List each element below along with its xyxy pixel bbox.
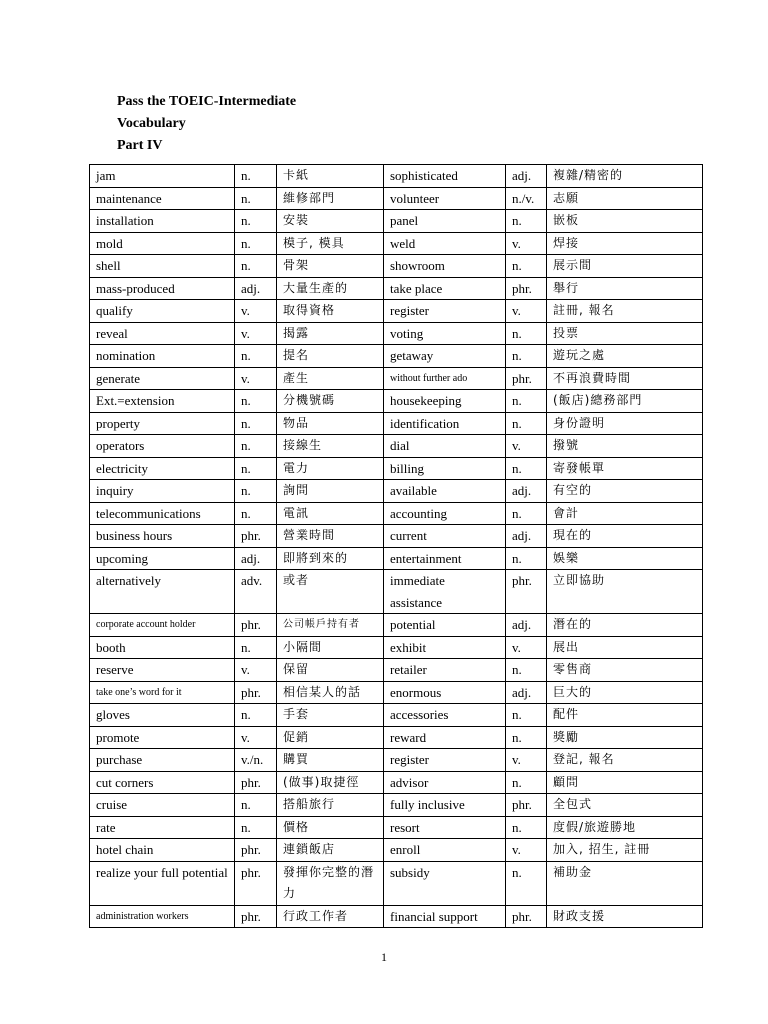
table-row <box>90 771 703 794</box>
part-of-speech-cell: phr. <box>235 905 277 928</box>
english-term-cell: take place <box>384 277 506 300</box>
chinese-meaning-cell: 模子, 模具 <box>277 232 384 255</box>
english-term-cell: dial <box>384 435 506 458</box>
table-row <box>90 435 703 458</box>
english-term-cell: volunteer <box>384 187 506 210</box>
chinese-meaning-cell: (做事)取捷徑 <box>277 771 384 794</box>
part-of-speech-cell: n. <box>506 412 547 435</box>
table-row <box>90 839 703 862</box>
document-title: Pass the TOEIC-Intermediate <box>117 94 297 109</box>
part-of-speech-cell: n. <box>506 502 547 525</box>
part-of-speech-cell: adj. <box>235 277 277 300</box>
table-row <box>90 210 703 233</box>
chinese-meaning-cell: 複雜/精密的 <box>547 165 703 188</box>
part-of-speech-cell: n. <box>506 726 547 749</box>
part-of-speech-cell: v. <box>506 839 547 862</box>
table-row <box>90 367 703 390</box>
chinese-meaning-cell: 促銷 <box>277 726 384 749</box>
chinese-meaning-cell: 補助金 <box>547 861 703 905</box>
part-of-speech-cell: n./v. <box>506 187 547 210</box>
chinese-meaning-cell: 或者 <box>277 570 384 614</box>
english-term-cell: generate <box>90 367 235 390</box>
chinese-meaning-cell: 零售商 <box>547 659 703 682</box>
table-row <box>90 502 703 525</box>
chinese-meaning-cell: 註冊, 報名 <box>547 300 703 323</box>
english-term-cell: accounting <box>384 502 506 525</box>
part-of-speech-cell: adj. <box>506 480 547 503</box>
english-term-cell: without further ado <box>384 367 506 390</box>
english-term-cell: purchase <box>90 749 235 772</box>
table-row <box>90 300 703 323</box>
english-term-cell: gloves <box>90 704 235 727</box>
chinese-meaning-cell: 遊玩之處 <box>547 345 703 368</box>
part-of-speech-cell: n. <box>506 861 547 905</box>
part-of-speech-cell: v. <box>235 300 277 323</box>
english-term-cell: billing <box>384 457 506 480</box>
english-term-cell: alternatively <box>90 570 235 614</box>
part-of-speech-cell: n. <box>235 480 277 503</box>
part-of-speech-cell: n. <box>235 457 277 480</box>
part-of-speech-cell: v. <box>506 435 547 458</box>
chinese-meaning-cell: 提名 <box>277 345 384 368</box>
chinese-meaning-cell: 舉行 <box>547 277 703 300</box>
english-term-cell: realize your full potential <box>90 861 235 905</box>
part-of-speech-cell: adj. <box>506 165 547 188</box>
english-term-cell: enormous <box>384 681 506 704</box>
part-of-speech-cell: n. <box>506 345 547 368</box>
english-term-cell: advisor <box>384 771 506 794</box>
chinese-meaning-cell: 現在的 <box>547 525 703 548</box>
english-term-cell: potential <box>384 614 506 637</box>
part-of-speech-cell: phr. <box>235 614 277 637</box>
page-header <box>117 91 296 157</box>
english-term-cell: cruise <box>90 794 235 817</box>
part-of-speech-cell: phr. <box>235 839 277 862</box>
table-row <box>90 794 703 817</box>
chinese-meaning-cell: 分機號碼 <box>277 390 384 413</box>
english-term-cell: business hours <box>90 525 235 548</box>
english-term-cell: reserve <box>90 659 235 682</box>
part-of-speech-cell: phr. <box>235 681 277 704</box>
chinese-meaning-cell: 潛在的 <box>547 614 703 637</box>
english-term-cell: register <box>384 749 506 772</box>
chinese-meaning-cell: 購買 <box>277 749 384 772</box>
part-of-speech-cell: n. <box>235 165 277 188</box>
chinese-meaning-cell: 撥號 <box>547 435 703 458</box>
table-row <box>90 614 703 637</box>
english-term-cell: reward <box>384 726 506 749</box>
english-term-cell: nomination <box>90 345 235 368</box>
chinese-meaning-cell: 投票 <box>547 322 703 345</box>
chinese-meaning-cell: 展出 <box>547 636 703 659</box>
english-term-cell: promote <box>90 726 235 749</box>
chinese-meaning-cell: 有空的 <box>547 480 703 503</box>
chinese-meaning-cell: 不再浪費時間 <box>547 367 703 390</box>
table-row <box>90 255 703 278</box>
part-of-speech-cell: n. <box>506 547 547 570</box>
english-term-cell: cut corners <box>90 771 235 794</box>
chinese-meaning-cell: 娛樂 <box>547 547 703 570</box>
part-of-speech-cell: n. <box>235 210 277 233</box>
english-term-cell: getaway <box>384 345 506 368</box>
chinese-meaning-cell: 接線生 <box>277 435 384 458</box>
chinese-meaning-cell: 巨大的 <box>547 681 703 704</box>
table-row <box>90 322 703 345</box>
chinese-meaning-cell: 物品 <box>277 412 384 435</box>
part-of-speech-cell: v. <box>506 636 547 659</box>
page-number: 1 <box>381 950 387 964</box>
part-of-speech-cell: phr. <box>506 277 547 300</box>
chinese-meaning-cell: 詢問 <box>277 480 384 503</box>
chinese-meaning-cell: 財政支援 <box>547 905 703 928</box>
chinese-meaning-cell: 配件 <box>547 704 703 727</box>
english-term-cell: administration workers <box>90 905 235 928</box>
english-term-cell: subsidy <box>384 861 506 905</box>
table-row <box>90 570 703 614</box>
english-term-cell: entertainment <box>384 547 506 570</box>
chinese-meaning-cell: 相信某人的話 <box>277 681 384 704</box>
chinese-meaning-cell: 骨架 <box>277 255 384 278</box>
chinese-meaning-cell: 加入, 招生, 註冊 <box>547 839 703 862</box>
table-row <box>90 636 703 659</box>
part-of-speech-cell: phr. <box>506 570 547 614</box>
table-row <box>90 277 703 300</box>
part-of-speech-cell: v./n. <box>235 749 277 772</box>
part-of-speech-cell: v. <box>506 749 547 772</box>
english-term-cell: identification <box>384 412 506 435</box>
part-of-speech-cell: n. <box>235 255 277 278</box>
table-row <box>90 232 703 255</box>
chinese-meaning-cell: 全包式 <box>547 794 703 817</box>
table-row <box>90 905 703 928</box>
english-term-cell: electricity <box>90 457 235 480</box>
english-term-cell: enroll <box>384 839 506 862</box>
part-of-speech-cell: n. <box>235 390 277 413</box>
chinese-meaning-cell: 小隔間 <box>277 636 384 659</box>
chinese-meaning-cell: 卡紙 <box>277 165 384 188</box>
table-row <box>90 345 703 368</box>
part-of-speech-cell: n. <box>235 412 277 435</box>
chinese-meaning-cell: 嵌板 <box>547 210 703 233</box>
chinese-meaning-cell: 獎勵 <box>547 726 703 749</box>
vocabulary-table-body <box>90 165 703 928</box>
english-term-cell: shell <box>90 255 235 278</box>
part-of-speech-cell: n. <box>235 232 277 255</box>
vocabulary-table <box>89 164 703 928</box>
english-term-cell: reveal <box>90 322 235 345</box>
chinese-meaning-cell: 度假/旅遊勝地 <box>547 816 703 839</box>
english-term-cell: qualify <box>90 300 235 323</box>
english-term-cell: weld <box>384 232 506 255</box>
english-term-cell: rate <box>90 816 235 839</box>
chinese-meaning-cell: (飯店)總務部門 <box>547 390 703 413</box>
chinese-meaning-cell: 登記, 報名 <box>547 749 703 772</box>
part-of-speech-cell: adv. <box>235 570 277 614</box>
chinese-meaning-cell: 價格 <box>277 816 384 839</box>
part-of-speech-cell: adj. <box>506 525 547 548</box>
english-term-cell: property <box>90 412 235 435</box>
chinese-meaning-cell: 立即協助 <box>547 570 703 614</box>
table-row <box>90 480 703 503</box>
english-term-cell: current <box>384 525 506 548</box>
chinese-meaning-cell: 電力 <box>277 457 384 480</box>
english-term-cell: operators <box>90 435 235 458</box>
part-of-speech-cell: n. <box>506 457 547 480</box>
chinese-meaning-cell: 即將到來的 <box>277 547 384 570</box>
chinese-meaning-cell: 搭船旅行 <box>277 794 384 817</box>
table-row <box>90 681 703 704</box>
english-term-cell: fully inclusive <box>384 794 506 817</box>
part-of-speech-cell: phr. <box>506 367 547 390</box>
document-part: Part IV <box>117 138 163 153</box>
chinese-meaning-cell: 營業時間 <box>277 525 384 548</box>
table-row <box>90 390 703 413</box>
chinese-meaning-cell: 大量生產的 <box>277 277 384 300</box>
english-term-cell: Ext.=extension <box>90 390 235 413</box>
chinese-meaning-cell: 行政工作者 <box>277 905 384 928</box>
part-of-speech-cell: n. <box>506 390 547 413</box>
table-row <box>90 187 703 210</box>
english-term-cell: mold <box>90 232 235 255</box>
chinese-meaning-cell: 連鎖飯店 <box>277 839 384 862</box>
english-term-cell: showroom <box>384 255 506 278</box>
chinese-meaning-cell: 發揮你完整的潛力 <box>277 861 384 905</box>
chinese-meaning-cell: 顧問 <box>547 771 703 794</box>
english-term-cell: telecommunications <box>90 502 235 525</box>
english-term-cell: jam <box>90 165 235 188</box>
part-of-speech-cell: adj. <box>506 681 547 704</box>
part-of-speech-cell: n. <box>235 636 277 659</box>
table-row <box>90 547 703 570</box>
english-term-cell: inquiry <box>90 480 235 503</box>
english-term-cell: resort <box>384 816 506 839</box>
part-of-speech-cell: v. <box>506 232 547 255</box>
part-of-speech-cell: phr. <box>235 525 277 548</box>
part-of-speech-cell: n. <box>506 771 547 794</box>
chinese-meaning-cell: 保留 <box>277 659 384 682</box>
table-row <box>90 861 703 905</box>
english-term-cell: upcoming <box>90 547 235 570</box>
table-row <box>90 816 703 839</box>
part-of-speech-cell: v. <box>506 300 547 323</box>
chinese-meaning-cell: 揭露 <box>277 322 384 345</box>
part-of-speech-cell: n. <box>506 704 547 727</box>
document-subtitle: Vocabulary <box>117 116 186 131</box>
part-of-speech-cell: v. <box>235 726 277 749</box>
english-term-cell: installation <box>90 210 235 233</box>
chinese-meaning-cell: 會計 <box>547 502 703 525</box>
part-of-speech-cell: n. <box>506 659 547 682</box>
table-row <box>90 165 703 188</box>
part-of-speech-cell: phr. <box>506 794 547 817</box>
chinese-meaning-cell: 維修部門 <box>277 187 384 210</box>
chinese-meaning-cell: 展示間 <box>547 255 703 278</box>
part-of-speech-cell: n. <box>235 187 277 210</box>
part-of-speech-cell: phr. <box>235 771 277 794</box>
part-of-speech-cell: phr. <box>506 905 547 928</box>
english-term-cell: housekeeping <box>384 390 506 413</box>
chinese-meaning-cell: 安裝 <box>277 210 384 233</box>
part-of-speech-cell: v. <box>235 322 277 345</box>
chinese-meaning-cell: 焊接 <box>547 232 703 255</box>
english-term-cell: mass-produced <box>90 277 235 300</box>
part-of-speech-cell: n. <box>506 210 547 233</box>
english-term-cell: retailer <box>384 659 506 682</box>
english-term-cell: take one’s word for it <box>90 681 235 704</box>
part-of-speech-cell: adj. <box>235 547 277 570</box>
chinese-meaning-cell: 身份證明 <box>547 412 703 435</box>
english-term-cell: maintenance <box>90 187 235 210</box>
english-term-cell: register <box>384 300 506 323</box>
part-of-speech-cell: n. <box>235 502 277 525</box>
part-of-speech-cell: n. <box>506 322 547 345</box>
table-row <box>90 457 703 480</box>
part-of-speech-cell: n. <box>235 704 277 727</box>
table-row <box>90 726 703 749</box>
english-term-cell: booth <box>90 636 235 659</box>
chinese-meaning-cell: 取得資格 <box>277 300 384 323</box>
english-term-cell: exhibit <box>384 636 506 659</box>
english-term-cell: voting <box>384 322 506 345</box>
part-of-speech-cell: n. <box>506 816 547 839</box>
chinese-meaning-cell: 手套 <box>277 704 384 727</box>
english-term-cell: available <box>384 480 506 503</box>
english-term-cell: financial support <box>384 905 506 928</box>
english-term-cell: accessories <box>384 704 506 727</box>
english-term-cell: panel <box>384 210 506 233</box>
part-of-speech-cell: adj. <box>506 614 547 637</box>
chinese-meaning-cell: 電訊 <box>277 502 384 525</box>
chinese-meaning-cell: 產生 <box>277 367 384 390</box>
part-of-speech-cell: n. <box>506 255 547 278</box>
part-of-speech-cell: n. <box>235 794 277 817</box>
english-term-cell: hotel chain <box>90 839 235 862</box>
table-row <box>90 749 703 772</box>
table-row <box>90 412 703 435</box>
part-of-speech-cell: n. <box>235 816 277 839</box>
part-of-speech-cell: n. <box>235 345 277 368</box>
chinese-meaning-cell: 公司帳戶持有者 <box>277 614 384 637</box>
part-of-speech-cell: v. <box>235 367 277 390</box>
part-of-speech-cell: n. <box>235 435 277 458</box>
part-of-speech-cell: v. <box>235 659 277 682</box>
chinese-meaning-cell: 志願 <box>547 187 703 210</box>
table-row <box>90 525 703 548</box>
chinese-meaning-cell: 寄發帳單 <box>547 457 703 480</box>
table-row <box>90 704 703 727</box>
english-term-cell: corporate account holder <box>90 614 235 637</box>
part-of-speech-cell: phr. <box>235 861 277 905</box>
english-term-cell: sophisticated <box>384 165 506 188</box>
english-term-cell: immediate assistance <box>384 570 506 614</box>
table-row <box>90 659 703 682</box>
